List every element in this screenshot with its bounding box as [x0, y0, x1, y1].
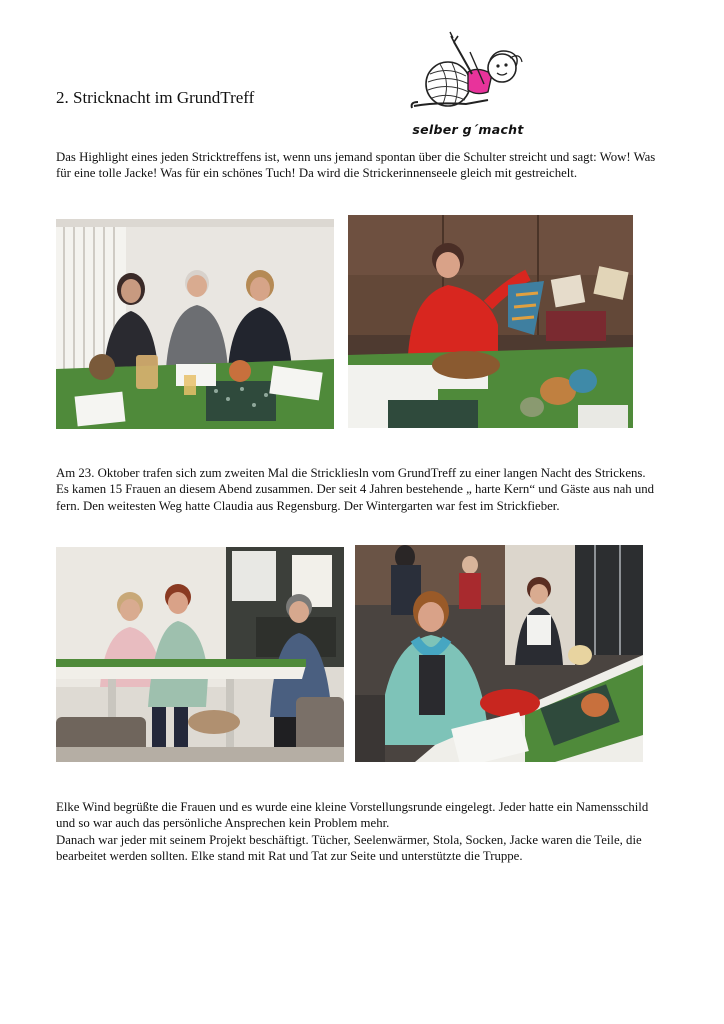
event-paragraph: Am 23. Oktober trafen sich zum zweiten Mal die Strickliesln vom GrundTreff zu einer langen Nacht des Strickens. Es kamen 15 Frauen an diesem Abend zusammen. Der seit 4 Jahren bestehende „ harte Kern“ und Gäste aus nah und fern. Den weitesten Weg hatte Claudia aus Regensburg. Der Wintergarten war fest im Strickfieber. — [56, 466, 655, 513]
photo-woman-teal-cardigan — [355, 545, 643, 762]
photo-women-at-table — [56, 547, 344, 762]
photo-three-women-knitting — [56, 219, 334, 429]
intro-paragraph: Das Highlight eines jeden Stricktreffens ist, wenn uns jemand spontan über die Schulter streicht und sagt: Wow! Was für eine tolle Jacke! Was für ein schönes Tuch! Da wird die Strickerinnenseele gleich mit gestreichelt. — [56, 150, 656, 181]
logo-text: selber g´macht — [412, 122, 524, 137]
closing-paragraph-line-2: Danach war jeder mit seinem Projekt beschäftigt. Tücher, Seelenwärmer, Stola, Socken, Jacke waren die Teile, die bearbeitet werden sollten. Elke stand mit Rat und Tat zur Seite und unterstützte die Truppe. — [56, 832, 642, 864]
knitting-figure-logo-icon — [406, 22, 532, 122]
page-title: 2. Stricknacht im GrundTreff — [56, 88, 255, 107]
logo — [406, 22, 532, 140]
closing-paragraph — [56, 799, 656, 865]
photo-woman-red-sweater — [348, 215, 633, 428]
closing-paragraph-line-1: Elke Wind begrüßte die Frauen und es wurde eine kleine Vorstellungsrunde eingelegt. Jeder hatte ein Namensschild und so war auch das persönliche Ansprechen kein Problem mehr. — [56, 800, 649, 831]
